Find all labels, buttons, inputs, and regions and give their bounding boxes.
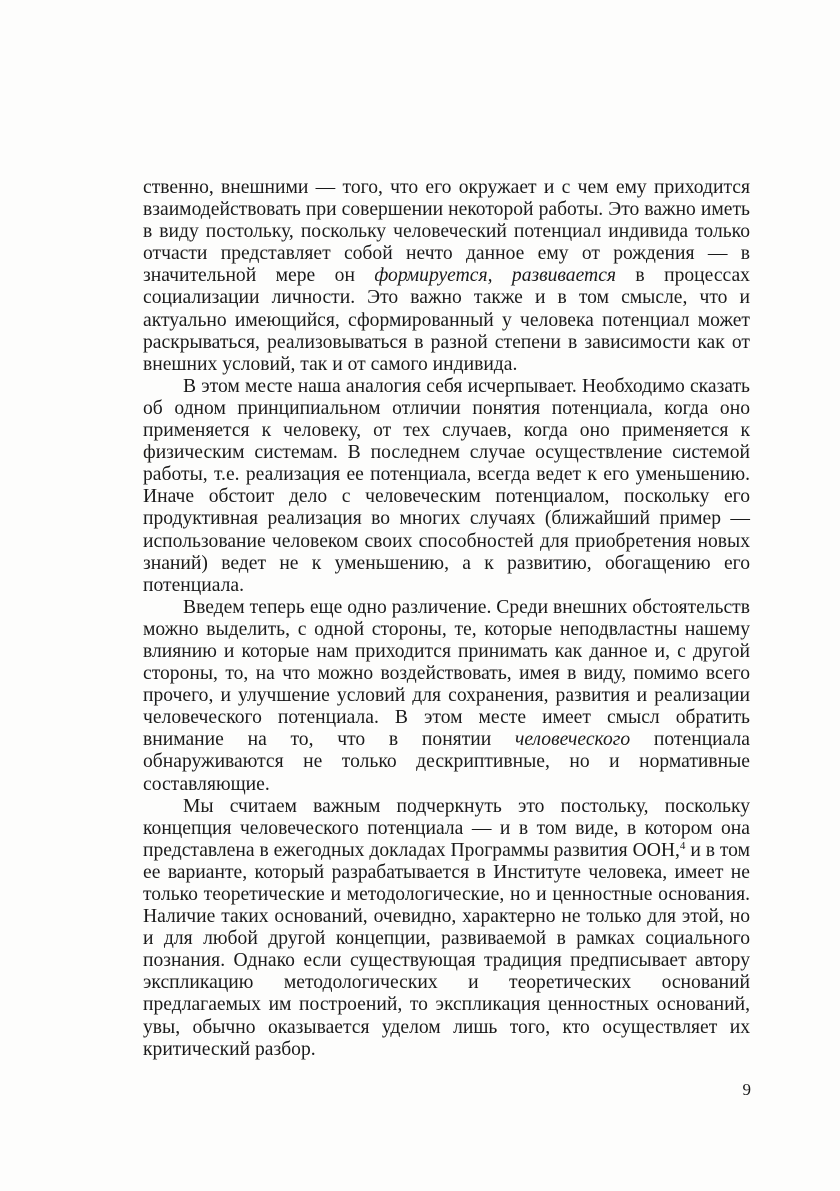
paragraph-3-text-a: Введем теперь еще одно различение. Среди внешних обстоятельств можно выделить, с одной стороны, те, которые неподвластны нашему влиянию и которые нам приходится принимать как данное и, с другой стороны, то, на что можно воздействовать, имея в виду, помимо всего прочего, и улучшение условий для сохранения, развития и реализации человеческого потенциала. В этом месте имеет смысл обратить внимание на то, что в понятии — [143, 596, 750, 751]
paragraph-1 — [143, 177, 750, 376]
paragraph-3-emphasis: человеческого — [514, 729, 631, 751]
page-number: 9 — [742, 1080, 751, 1099]
paragraph-2-text: В этом месте наша аналогия себя исчерпывает. Необходимо сказать об одном принципиальном отличии понятия потенциала, когда оно применяется к человеку, от тех случаев, когда оно применяется к физическим системам. В последнем случае осуществление системой работы, т.е. реализация ее потенциала, всегда ведет к его уменьшению. Иначе обстоит дело с человеческим потенциалом, поскольку его продуктивная реализация во многих случаях (ближайший пример — использование человеком своих способностей для приобретения новых знаний) ведет не к уменьшению, а к развитию, обогащению его потенциала. — [143, 375, 750, 596]
paragraph-3-text-b: потенциала обнаруживаются не только дескриптивные, но и нормативные составляющие. — [143, 729, 751, 795]
paragraph-2 — [143, 376, 750, 597]
paragraph-4-text-a: Мы считаем важным подчеркнуть это постольку, поскольку концепция человеческого потенциала — и в том виде, в котором она представлена в ежегодных докладах Программы развития ООН, — [143, 795, 750, 861]
paragraph-1-emphasis: формируется, развивается — [374, 265, 616, 287]
paragraph-3 — [143, 597, 750, 796]
body-text — [143, 177, 750, 1061]
paragraph-4-text-b: и в том ее варианте, который разрабатывается в Институте человека, имеет не только теоретические и методологические, но и ценностные основания. Наличие таких оснований, очевидно, характерно не только для этой, но и для любой другой концепции, развиваемой в рамках социального познания. Однако если существующая традиция предписывает автору экспликацию методологических и теоретических оснований предлагаемых им построений, то экспликация ценностных оснований, увы, обычно оказывается уделом лишь того, кто осуществляет их критический разбор. — [143, 839, 750, 1060]
footnote-marker: 4 — [679, 839, 686, 852]
paragraph-4 — [143, 796, 750, 1061]
paragraph-1-text-b: в процессах социализации личности. Это важно также и в том смысле, что и актуально имеющийся, сформированный у человека потенциал может раскрываться, реализовываться в разной степени в зависимости как от внешних условий, так и от самого индивида. — [143, 265, 750, 375]
paragraph-1-text-a: ственно, внешними — того, что его окружает и с чем ему приходится взаимодействовать при совершении некоторой работы. Это важно иметь в виду постольку, поскольку человеческий потенциал индивида только отчасти представляет собой нечто данное ему от рождения — в значительной мере он — [143, 177, 750, 287]
